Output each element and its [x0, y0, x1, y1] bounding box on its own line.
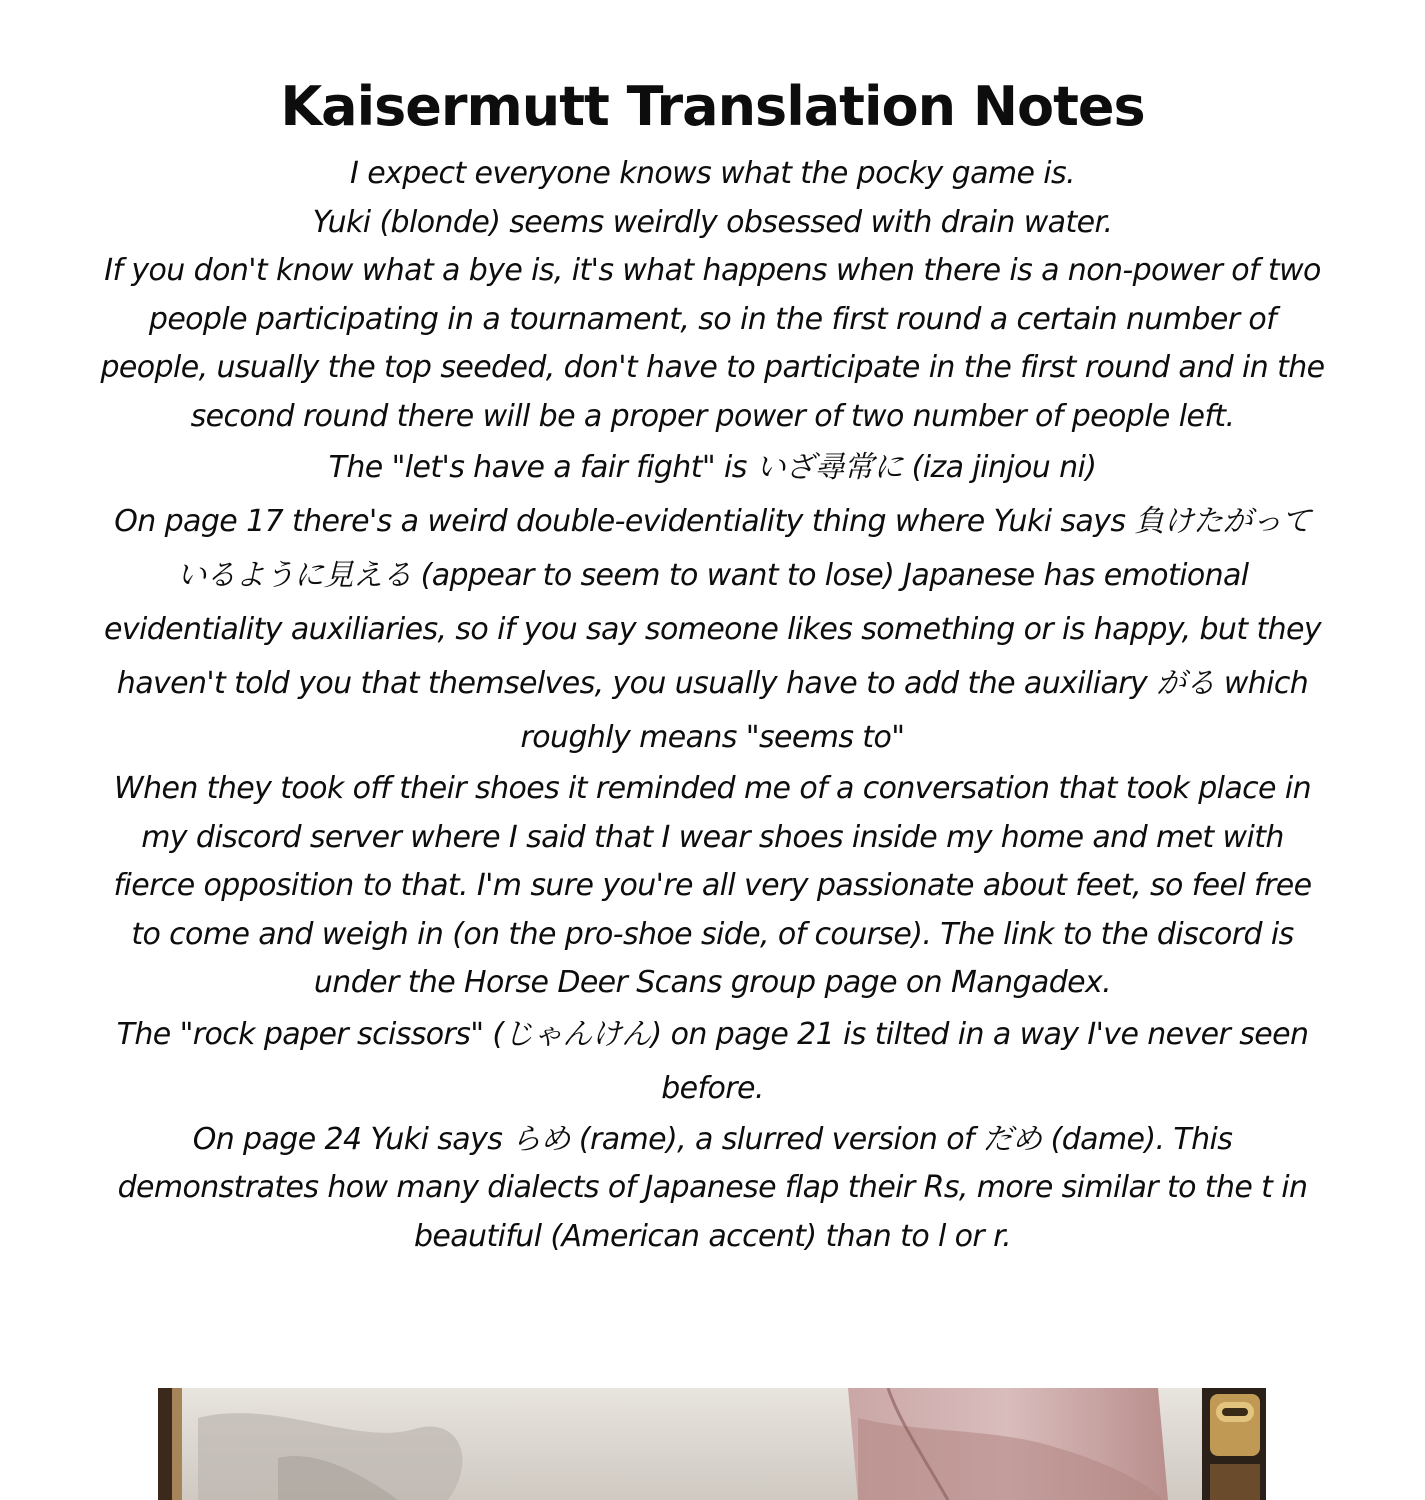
manga-panel-image — [158, 1388, 1266, 1500]
note-bye: If you don't know what a bye is, it's what happens when there is a non-power of two people participating in a tournament, so in the first round a certain number of people, usually the top seeded, don't have to participate in the first round and in the second round there will be a proper power of two number of people left. — [100, 253, 1325, 434]
note-rock-paper-scissors: The "rock paper scissors" (じゃんけん) on page 21 is tilted in a way I've never seen before. — [116, 1016, 1309, 1106]
note-drain-water: Yuki (blonde) seems weirdly obsessed with drain water. — [312, 204, 1113, 240]
note-rame: On page 24 Yuki says らめ (rame), a slurred version of だめ (dame). This demonstrates how many dialects of Japanese flap their Rs, more similar to the t in beautiful (American accent) than to l or r. — [117, 1121, 1308, 1254]
note-evidentiality: On page 17 there's a weird double-evidentiality thing where Yuki says 負けたがっているように見える (appear to seem to want to lose) Japanese has emotional evidentiality auxiliaries, so if you say someone likes something or is happy, but they haven't told you that themselves, you usually have to add the auxiliary がる which roughly means "seems to" — [103, 504, 1322, 755]
note-pocky-game: I expect everyone knows what the pocky game is. — [350, 156, 1075, 191]
note-shoes: When they took off their shoes it reminded me of a conversation that took place in my discord server where I said that I wear shoes inside my home and met with fierce opposition to that. I'm sure you're all very passionate about feet, so feel free to come and weigh in (on the pro-shoe side, of course). The link to the discord is under the Horse Deer Scans group page on Mangadex. — [113, 771, 1312, 1000]
translation-notes — [100, 150, 1325, 1261]
page-title: Kaisermutt Translation Notes — [280, 75, 1145, 138]
note-fair-fight: The "let's have a fair fight" is いざ尋常に (iza jinjou ni) — [328, 450, 1097, 485]
